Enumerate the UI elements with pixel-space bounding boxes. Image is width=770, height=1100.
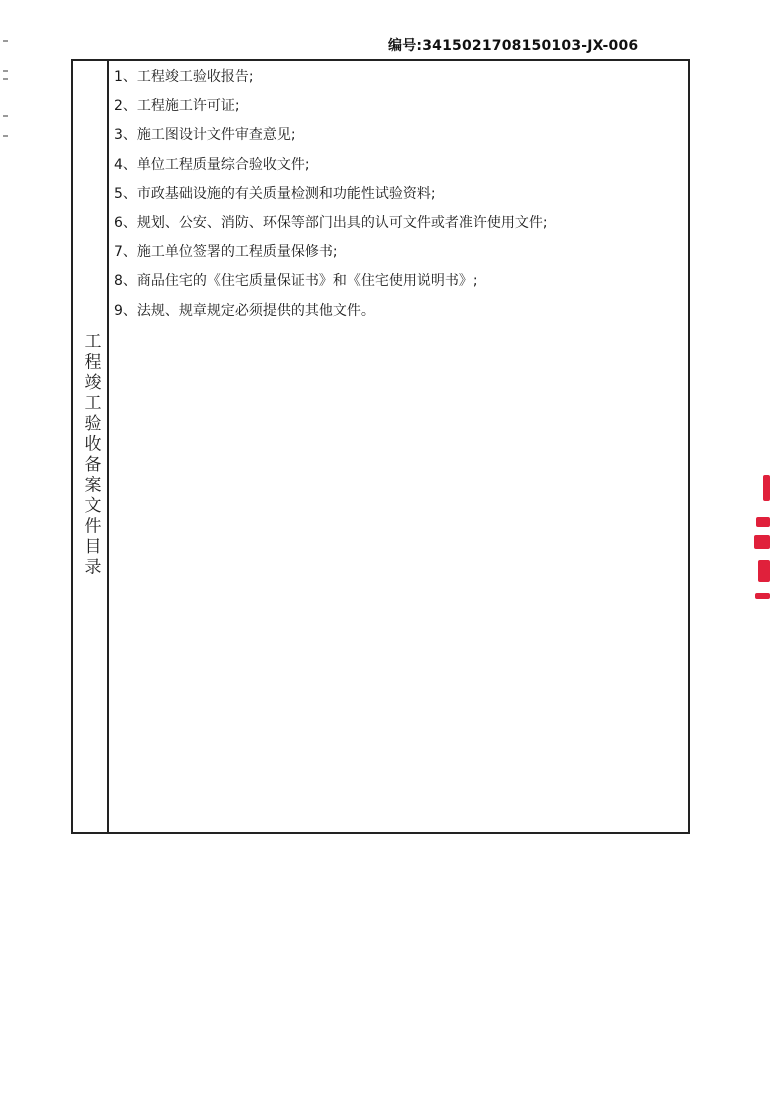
list-item: 4、单位工程质量综合验收文件; xyxy=(114,156,310,173)
red-seal-fragment xyxy=(752,455,770,615)
document-number: 编号:3415021708150103-JX-006 xyxy=(388,38,639,54)
row-label-cell xyxy=(73,61,109,832)
list-item: 5、市政基础设施的有关质量检测和功能性试验资料; xyxy=(114,185,436,202)
margin-binding-marks xyxy=(0,40,14,160)
list-item: 7、施工单位签署的工程质量保修书; xyxy=(114,244,338,261)
list-item: 8、商品住宅的《住宅质量保证书》和《住宅使用说明书》; xyxy=(114,273,478,290)
list-item: 2、工程施工许可证; xyxy=(114,98,240,115)
list-item: 3、施工图设计文件审查意见; xyxy=(114,127,296,144)
filing-documents-table xyxy=(71,59,690,834)
document-list-cell xyxy=(109,61,688,832)
list-item: 1、工程竣工验收报告; xyxy=(114,69,254,85)
list-item: 9、法规、规章规定必须提供的其他文件。 xyxy=(114,302,375,319)
list-item: 6、规划、公安、消防、环保等部门出具的认可文件或者准许使用文件; xyxy=(114,214,548,231)
row-label: 工程竣工验收备案文件目录 xyxy=(80,331,101,578)
document-list xyxy=(109,61,688,326)
